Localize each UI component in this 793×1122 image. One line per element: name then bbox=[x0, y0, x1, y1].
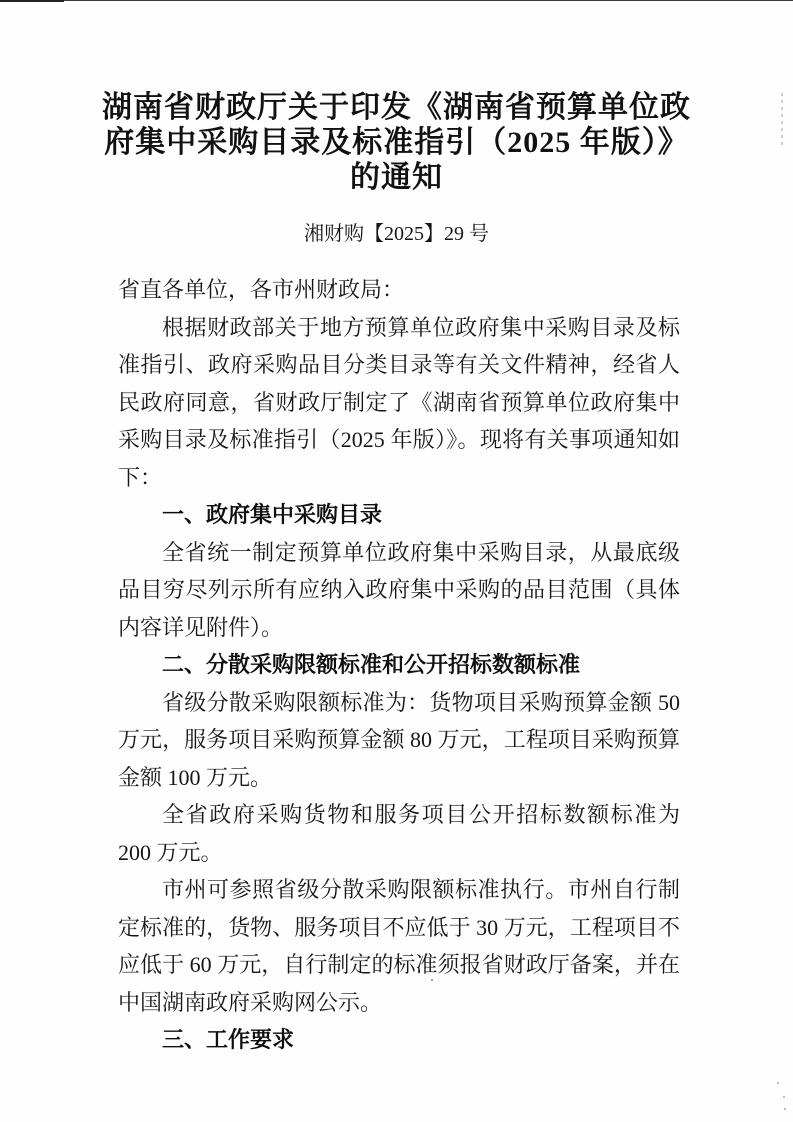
title-line-2: 府集中采购目录及标准指引（2025 年版）》 bbox=[104, 126, 689, 159]
scan-speck bbox=[783, 1096, 785, 1098]
scan-speck bbox=[784, 1108, 786, 1110]
section-heading-1: 一、政府集中采购目录 bbox=[162, 502, 383, 527]
body-paragraph-5: 市州可参照省级分散采购限额标准执行。市州自行制定标准的，货物、服务项目不应低于 30 万元，工程项目不应低于 60 万元，自行制定的标准须报省财政厅备案，并在中国湖南政府采购网公示。 bbox=[118, 877, 680, 1015]
body-paragraph-2: 全省统一制定预算单位政府集中采购目录，从最底级品目穷尽列示所有应纳入政府集中采购的品目范围（具体内容详见附件）。 bbox=[118, 539, 680, 640]
body-paragraph-4: 全省政府采购货物和服务项目公开招标数额标准为 200 万元。 bbox=[118, 802, 680, 865]
body-paragraph-1: 根据财政部关于地方预算单位政府集中采购目录及标准指引、政府采购品目分类目录等有关文件精神，经省人民政府同意，省财政厅制定了《湖南省预算单位政府集中采购目录及标准指引（2025 年版）》。现将有关事项通知如下： bbox=[118, 314, 680, 490]
document-title bbox=[50, 90, 743, 195]
scan-corner-mark bbox=[0, 0, 64, 2]
section-heading-3: 三、工作要求 bbox=[162, 1027, 295, 1052]
scan-noise bbox=[781, 93, 783, 145]
document-body bbox=[118, 271, 680, 1059]
scan-speck bbox=[431, 979, 433, 981]
scan-speck bbox=[777, 1082, 779, 1084]
title-line-1: 湖南省财政厅关于印发《湖南省预算单位政 bbox=[102, 91, 691, 124]
scan-edge-line bbox=[0, 0, 793, 1]
body-paragraph-3: 省级分散采购限额标准为：货物项目采购预算金额 50 万元，服务项目采购预算金额 80 万元，工程项目采购预算金额 100 万元。 bbox=[118, 689, 680, 790]
doc-number: 湘财购【2025】29 号 bbox=[304, 223, 489, 245]
section-heading-2: 二、分散采购限额标准和公开招标数额标准 bbox=[162, 652, 581, 677]
salutation: 省直各单位，各市州财政局： bbox=[118, 277, 405, 302]
title-line-3: 的通知 bbox=[350, 161, 443, 194]
